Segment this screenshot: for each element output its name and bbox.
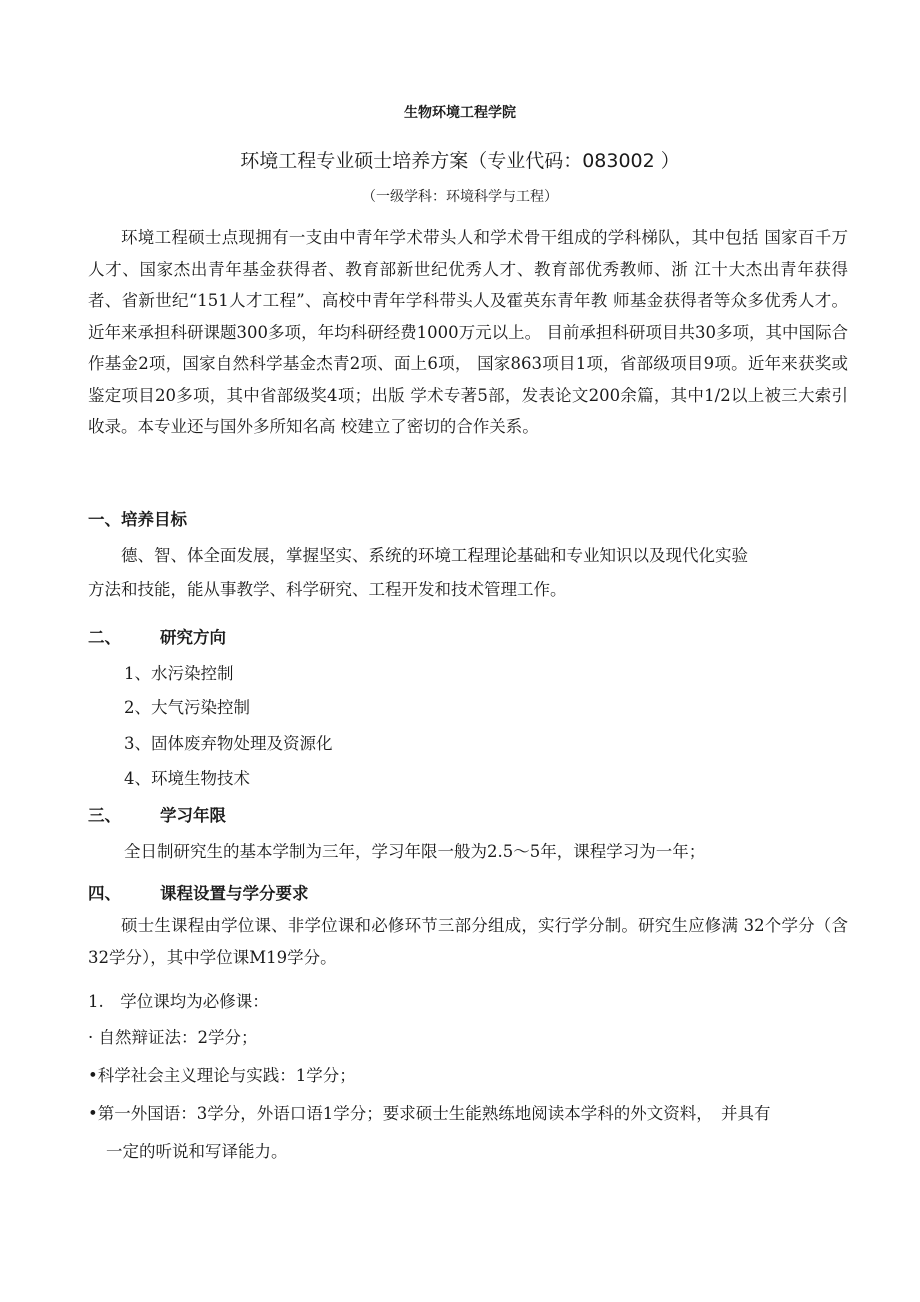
research-direction-item: 1、水污染控制 <box>124 664 234 683</box>
section-title: 学习年限 <box>160 806 226 825</box>
course-bullet: •科学社会主义理论与实践：1学分； <box>88 1066 356 1085</box>
research-direction-item: 3、固体废弃物处理及资源化 <box>124 734 333 753</box>
section-title: 研究方向 <box>160 628 226 647</box>
section-title: 课程设置与学分要求 <box>160 884 309 903</box>
research-direction-item: 2、大气污染控制 <box>124 698 250 717</box>
document-subtitle: （一级学科：环境科学与工程） <box>362 189 558 205</box>
college-name: 生物环境工程学院 <box>404 105 516 121</box>
duration-text: 全日制研究生的基本学制为三年，学习年限一般为2.5～5年，课程学习为一年； <box>124 842 706 861</box>
course-bullet: · 自然辩证法：2学分； <box>88 1028 258 1047</box>
course-bullet: •第一外国语：3学分，外语口语1学分；要求硕士生能熟练地阅读本学科的外文资料， 并具有 <box>88 1104 771 1123</box>
section-number: 三、 <box>88 806 121 825</box>
section-number: 二、 <box>88 628 121 647</box>
document-title: 环境工程专业硕士培养方案（专业代码：083002 ） <box>240 150 680 172</box>
courses-intro-paragraph: 硕士生课程由学位课、非学位课和必修环节三部分组成，实行学分制。研究生应修满 32个学分（含32学分），其中学位课M19学分。 <box>88 916 848 967</box>
objectives-text-line-2: 方法和技能，能从事教学、科学研究、工程开发和技术管理工作。 <box>88 580 567 599</box>
research-direction-item: 4、环境生物技术 <box>124 769 250 788</box>
section-number: 四、 <box>88 884 121 903</box>
objectives-text-line-1: 德、智、体全面发展，掌握坚实、系统的环境工程理论基础和专业知识以及现代化实验 <box>121 546 748 565</box>
intro-paragraph: 环境工程硕士点现拥有一支由中青年学术带头人和学术骨干组成的学科梯队，其中包括 国家百千万人才、国家杰出青年基金获得者、教育部新世纪优秀人才、教育部优秀教师、浙 江十大杰出青年获得者、省新世纪“151人才工程”、高校中青年学科带头人及霍英东青年教 师基金获得者等众多优秀人才。近年来承担科研课题300多项，年均科研经费1000万元以上。 目前承担科研项目共30多项，其中国际合作基金2项，国家自然科学基金杰青2项、面上6项， 国家863项目1项，省部级项目9项。近年来获奖或鉴定项目20多项，其中省部级奖4项；出版 学术专著5部，发表论文200余篇，其中1/2以上被三大索引收录。本专业还与国外多所知名高 校建立了密切的合作关系。 <box>88 228 848 436</box>
section-heading-objectives: 一、培养目标 <box>88 510 187 529</box>
section-heading-duration <box>88 802 226 826</box>
section-heading-research <box>88 624 226 648</box>
section-heading-courses <box>88 880 309 904</box>
degree-courses-heading: 1. 学位课均为必修课： <box>88 992 269 1011</box>
course-bullet-continuation: 一定的听说和写译能力。 <box>106 1142 288 1161</box>
